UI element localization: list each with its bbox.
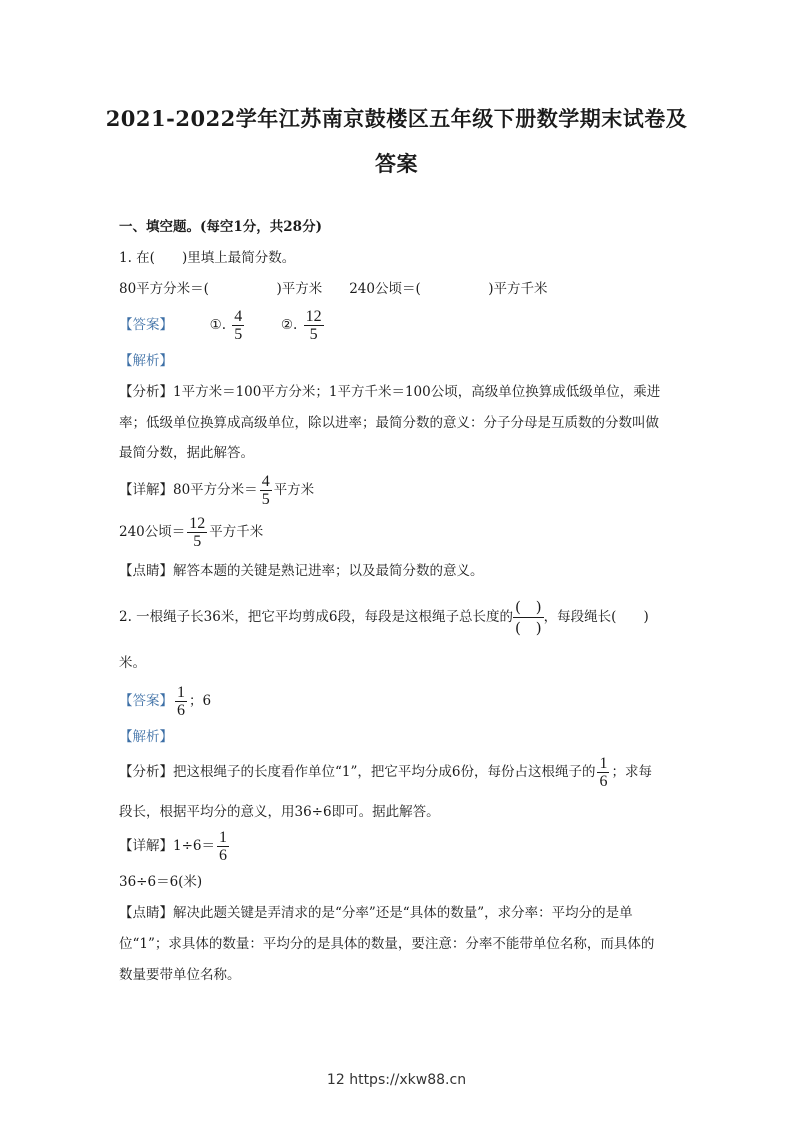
q2-analysis-tag: 【解析】 xyxy=(119,729,173,745)
q1-answer xyxy=(119,308,326,343)
q2-xiangjie: 【详解】1÷6＝ $\frac{1}{6}$ xyxy=(119,829,227,864)
q2-ans-fraction: $\frac{1}{6}$ xyxy=(177,684,185,719)
q2-answer: 【答案】 $\frac{1}{6}$ ；6 xyxy=(119,684,212,719)
q2-dianjing-line1: 【点睛】解决此题关键是弄清求的是“分率”还是“具体的数量”，求分率：平均分的是单 xyxy=(119,905,633,921)
q1-ans1-label: ①. xyxy=(209,317,226,333)
q2-xiangjie-fraction: $\frac{1}{6}$ xyxy=(219,829,227,864)
q1-blanks: 80平方分米＝( )平方米 240公顷＝( )平方千米 xyxy=(119,281,548,297)
q2-calc: 36÷6＝6(米) xyxy=(119,874,203,890)
q2-fenxi: 【分析】把这根绳子的长度看作单位“1”，把它平均分成6份，每份占这根绳子的 $\frac{1}{6}$ ；求每 xyxy=(119,755,652,790)
answer-tag: 【答案】 xyxy=(119,693,173,709)
page-footer xyxy=(0,1072,793,1088)
q1-fenxi-line3: 最简分数，据此解答。 xyxy=(119,445,254,461)
answer-tag: 【答案】 xyxy=(119,317,173,333)
q1-analysis-tag: 【解析】 xyxy=(119,353,173,369)
q2-fenxi-fraction: $\frac{1}{6}$ xyxy=(599,755,608,790)
page-title-line1: 2021-2022学年江苏南京鼓楼区五年级下册数学期末试卷及 xyxy=(105,106,688,131)
section-heading: 一、填空题。(每空1分，共28分) xyxy=(119,219,322,235)
q1-line2-fraction: $\frac{12}{5}$ xyxy=(189,515,206,550)
q1-ans2-label: ②. xyxy=(280,317,298,333)
q2-dianjing-line3: 数量要带单位名称。 xyxy=(119,967,241,983)
q1-line2: 240公顷＝ $\frac{12}{5}$ 平方千米 xyxy=(119,515,264,550)
q1-xiangjie-fraction: $\frac{4}{5}$ xyxy=(261,473,270,508)
q1-fenxi-line2: 率；低级单位换算成高级单位，除以进率；最简分数的意义：分子分母是互质数的分数叫做 xyxy=(119,415,659,431)
q1-ans2-fraction: $\frac{12}{5}$ xyxy=(305,308,322,343)
page-number: 12 xyxy=(326,1072,345,1088)
q2-dianjing-line2: 位“1”；求具体的数量：平均分的是具体的数量，要注意：分率不能带单位名称，而具体的 xyxy=(119,936,655,952)
q1-ans1-fraction: $\frac{4}{5}$ xyxy=(234,308,243,343)
q1-fenxi-line1: 【分析】1平方米＝100平方分米；1平方千米＝100公顷，高级单位换算成低级单位，乘进 xyxy=(119,384,661,400)
q1-dianjing: 【点睛】解答本题的关键是熟记进率；以及最简分数的意义。 xyxy=(119,563,484,579)
q2-stem-line2: 米。 xyxy=(119,655,146,671)
q1-xiangjie: 【详解】80平方分米＝ $\frac{4}{5}$ 平方米 xyxy=(119,473,315,508)
footer-url[interactable]: https://xkw88.cn xyxy=(349,1072,467,1088)
q2-blank-fraction: $\frac{( )}{( )}$ xyxy=(514,598,542,637)
q2-fenxi-line2: 段长，根据平均分的意义，用36÷6即可。据此解答。 xyxy=(119,804,440,820)
q1-stem: 1. 在( )里填上最简分数。 xyxy=(119,250,296,266)
q2-stem: 2. 一根绳子长36米，把它平均剪成6段，每段是这根绳子总长度的 $\frac{( )}{( )}$，每段绳长( ) xyxy=(119,598,649,637)
page-title-line2: 答案 xyxy=(375,151,418,176)
